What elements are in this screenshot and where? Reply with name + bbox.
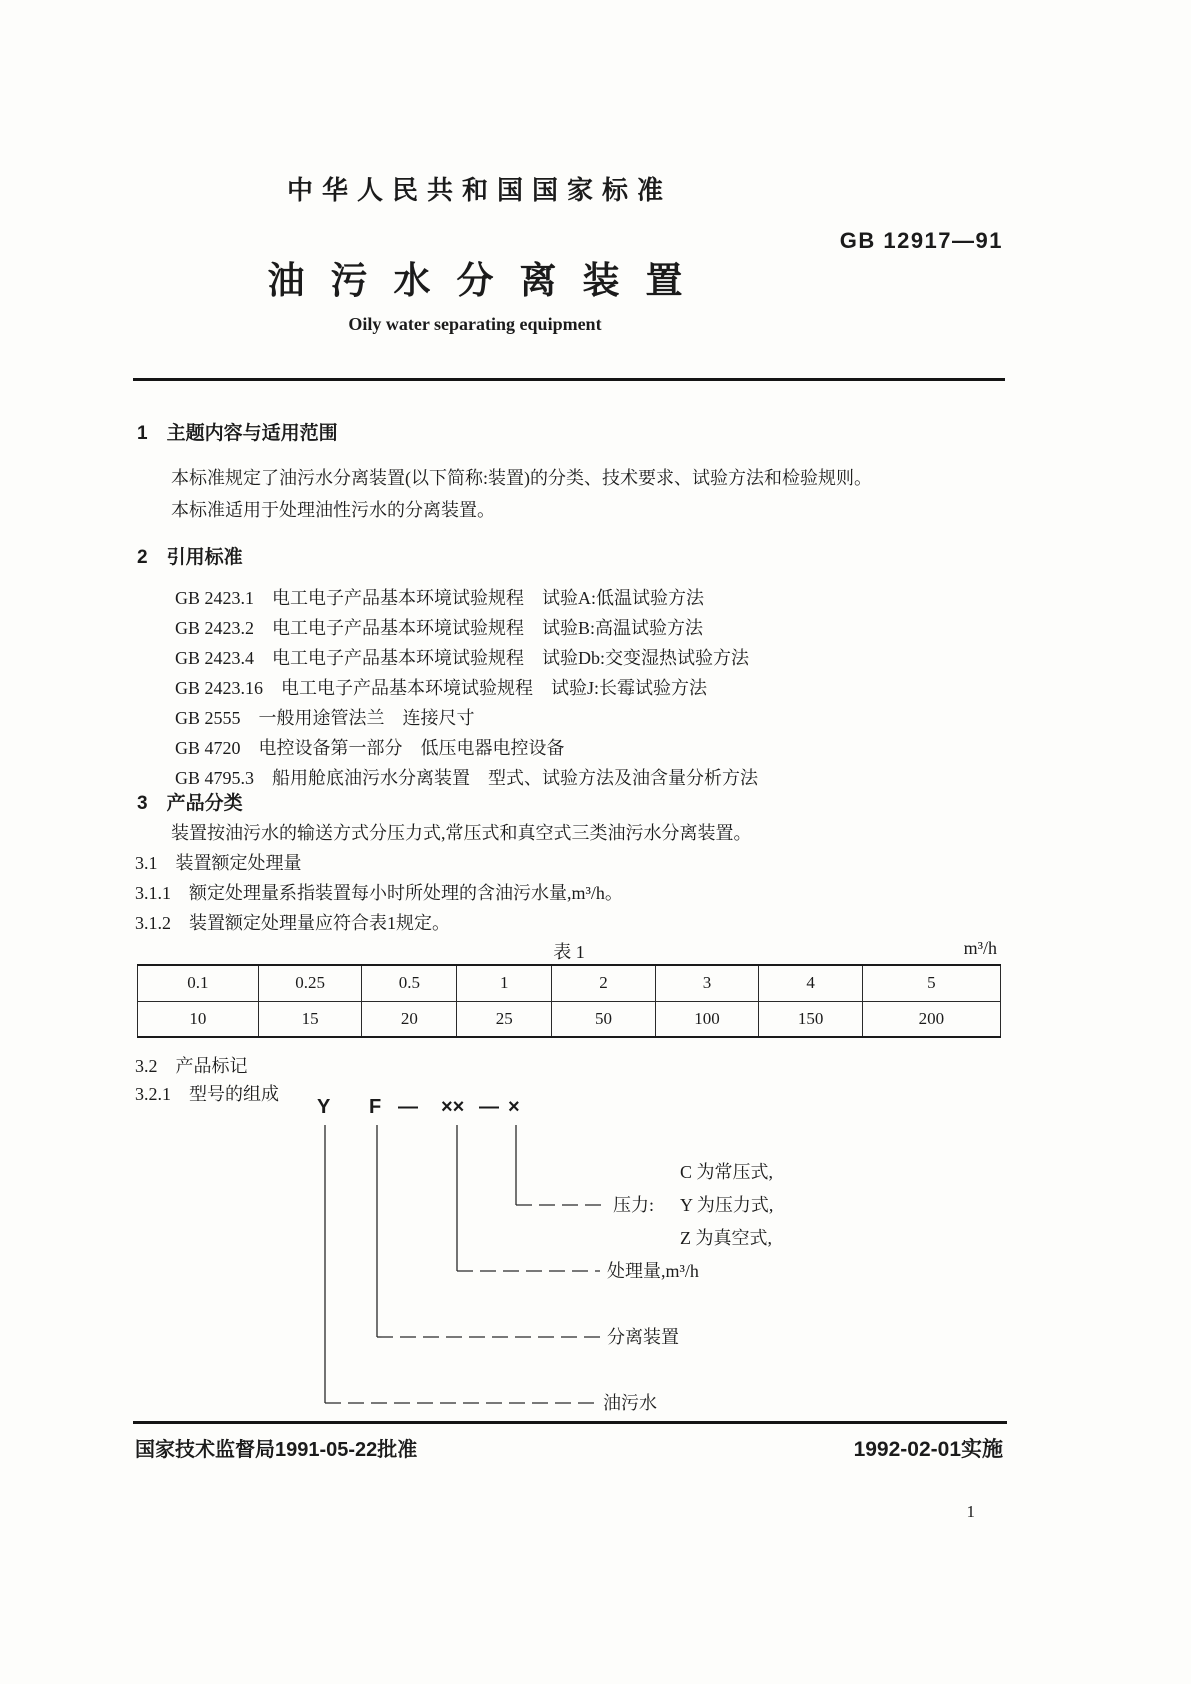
reference-item: GB 4720 电控设备第一部分 低压电器电控设备: [175, 738, 565, 758]
pressure-option-z: Z 为真空式,: [680, 1228, 772, 1248]
table-caption: 表 1: [553, 942, 585, 962]
table-row: [138, 965, 1001, 1001]
table-1-container: [137, 964, 1001, 1038]
page-number: 1: [966, 1502, 975, 1521]
table-cell: 10: [138, 1001, 259, 1037]
model-char-oily-water: Y: [317, 1096, 331, 1118]
standard-label: 中华人民共和国国家标准: [286, 175, 672, 205]
reference-item: GB 4795.3 船用舱底油污水分离装置 型式、试验方法及油含量分析方法: [175, 768, 759, 788]
table-caption-row: [135, 938, 1003, 962]
clause-3-2-1: 3.2.1 型号的组成: [135, 1084, 279, 1104]
table-cell: 15: [258, 1001, 362, 1037]
table-row: [138, 1001, 1001, 1037]
table-unit-label: m³/h: [963, 938, 997, 958]
table-cell: 20: [362, 1001, 457, 1037]
table-cell: 3: [655, 965, 759, 1001]
pressure-label: 压力:: [613, 1195, 655, 1215]
clause-3-1: 3.1 装置额定处理量: [135, 853, 302, 873]
pressure-option-c: C 为常压式,: [680, 1162, 774, 1182]
model-composition-diagram: [135, 1095, 1003, 1423]
implementation-text: 1992-02-01实施: [853, 1438, 1003, 1461]
capacity-label: 处理量,m³/h: [607, 1261, 699, 1281]
section3-intro: 装置按油污水的输送方式分压力式,常压式和真空式三类油污水分离装置。: [171, 823, 752, 843]
document-title-english: Oily water separating equipment: [348, 314, 602, 334]
reference-item: GB 2423.1 电工电子产品基本环境试验规程 试验A:低温试验方法: [175, 588, 705, 608]
document-title: 油污水分离装置: [267, 260, 709, 301]
reference-list: [175, 583, 1005, 793]
separator-label: 分离装置: [607, 1327, 679, 1347]
section1-paragraph-1: 本标准规定了油污水分离装置(以下简称:装置)的分类、技术要求、试验方法和检验规则。: [171, 468, 872, 488]
footer: [135, 1433, 1003, 1463]
table-cell: 50: [552, 1001, 656, 1037]
table-cell: 2: [552, 965, 656, 1001]
section2-heading: 2 引用标准: [137, 547, 243, 568]
table-cell: 0.5: [362, 965, 457, 1001]
model-char-dash: —: [479, 1096, 499, 1118]
table-cell: 150: [759, 1001, 863, 1037]
diagram-lines: [135, 1095, 1003, 1423]
section3-heading: 3 产品分类: [137, 793, 243, 814]
standard-number: GB 12917—91: [839, 228, 1003, 253]
section1-heading: 1 主题内容与适用范围: [137, 423, 338, 444]
model-char-capacity: ××: [441, 1096, 465, 1118]
table-cell: 5: [862, 965, 1000, 1001]
table-cell: 25: [457, 1001, 552, 1037]
table-cell: 0.25: [258, 965, 362, 1001]
reference-item: GB 2555 一般用途管法兰 连接尺寸: [175, 708, 475, 728]
table-cell: 4: [759, 965, 863, 1001]
approval-text: 国家技术监督局1991-05-22批准: [135, 1439, 418, 1461]
header-divider: [133, 378, 1005, 381]
reference-item: GB 2423.4 电工电子产品基本环境试验规程 试验Db:交变湿热试验方法: [175, 648, 750, 668]
pressure-option-y: Y 为压力式,: [680, 1195, 774, 1215]
clause-3-1-2: 3.1.2 装置额定处理量应符合表1规定。: [135, 913, 450, 933]
clause-3-1-1: 3.1.1 额定处理量系指装置每小时所处理的含油污水量,m³/h。: [135, 883, 623, 903]
reference-item: GB 2423.2 电工电子产品基本环境试验规程 试验B:高温试验方法: [175, 618, 704, 638]
model-char-pressure: ×: [508, 1096, 520, 1118]
table-cell: 0.1: [138, 965, 259, 1001]
table-cell: 1: [457, 965, 552, 1001]
section1-paragraph-2: 本标准适用于处理油性污水的分离装置。: [171, 500, 495, 520]
table-cell: 200: [862, 1001, 1000, 1037]
model-char-separator: F: [369, 1096, 382, 1118]
oily-water-label: 油污水: [603, 1393, 657, 1413]
rated-capacity-table: [137, 964, 1001, 1038]
model-char-dash: —: [398, 1096, 418, 1118]
reference-item: GB 2423.16 电工电子产品基本环境试验规程 试验J:长霉试验方法: [175, 678, 708, 698]
table-cell: 100: [655, 1001, 759, 1037]
clause-3-2: 3.2 产品标记: [135, 1056, 248, 1076]
footer-divider: [133, 1421, 1007, 1424]
